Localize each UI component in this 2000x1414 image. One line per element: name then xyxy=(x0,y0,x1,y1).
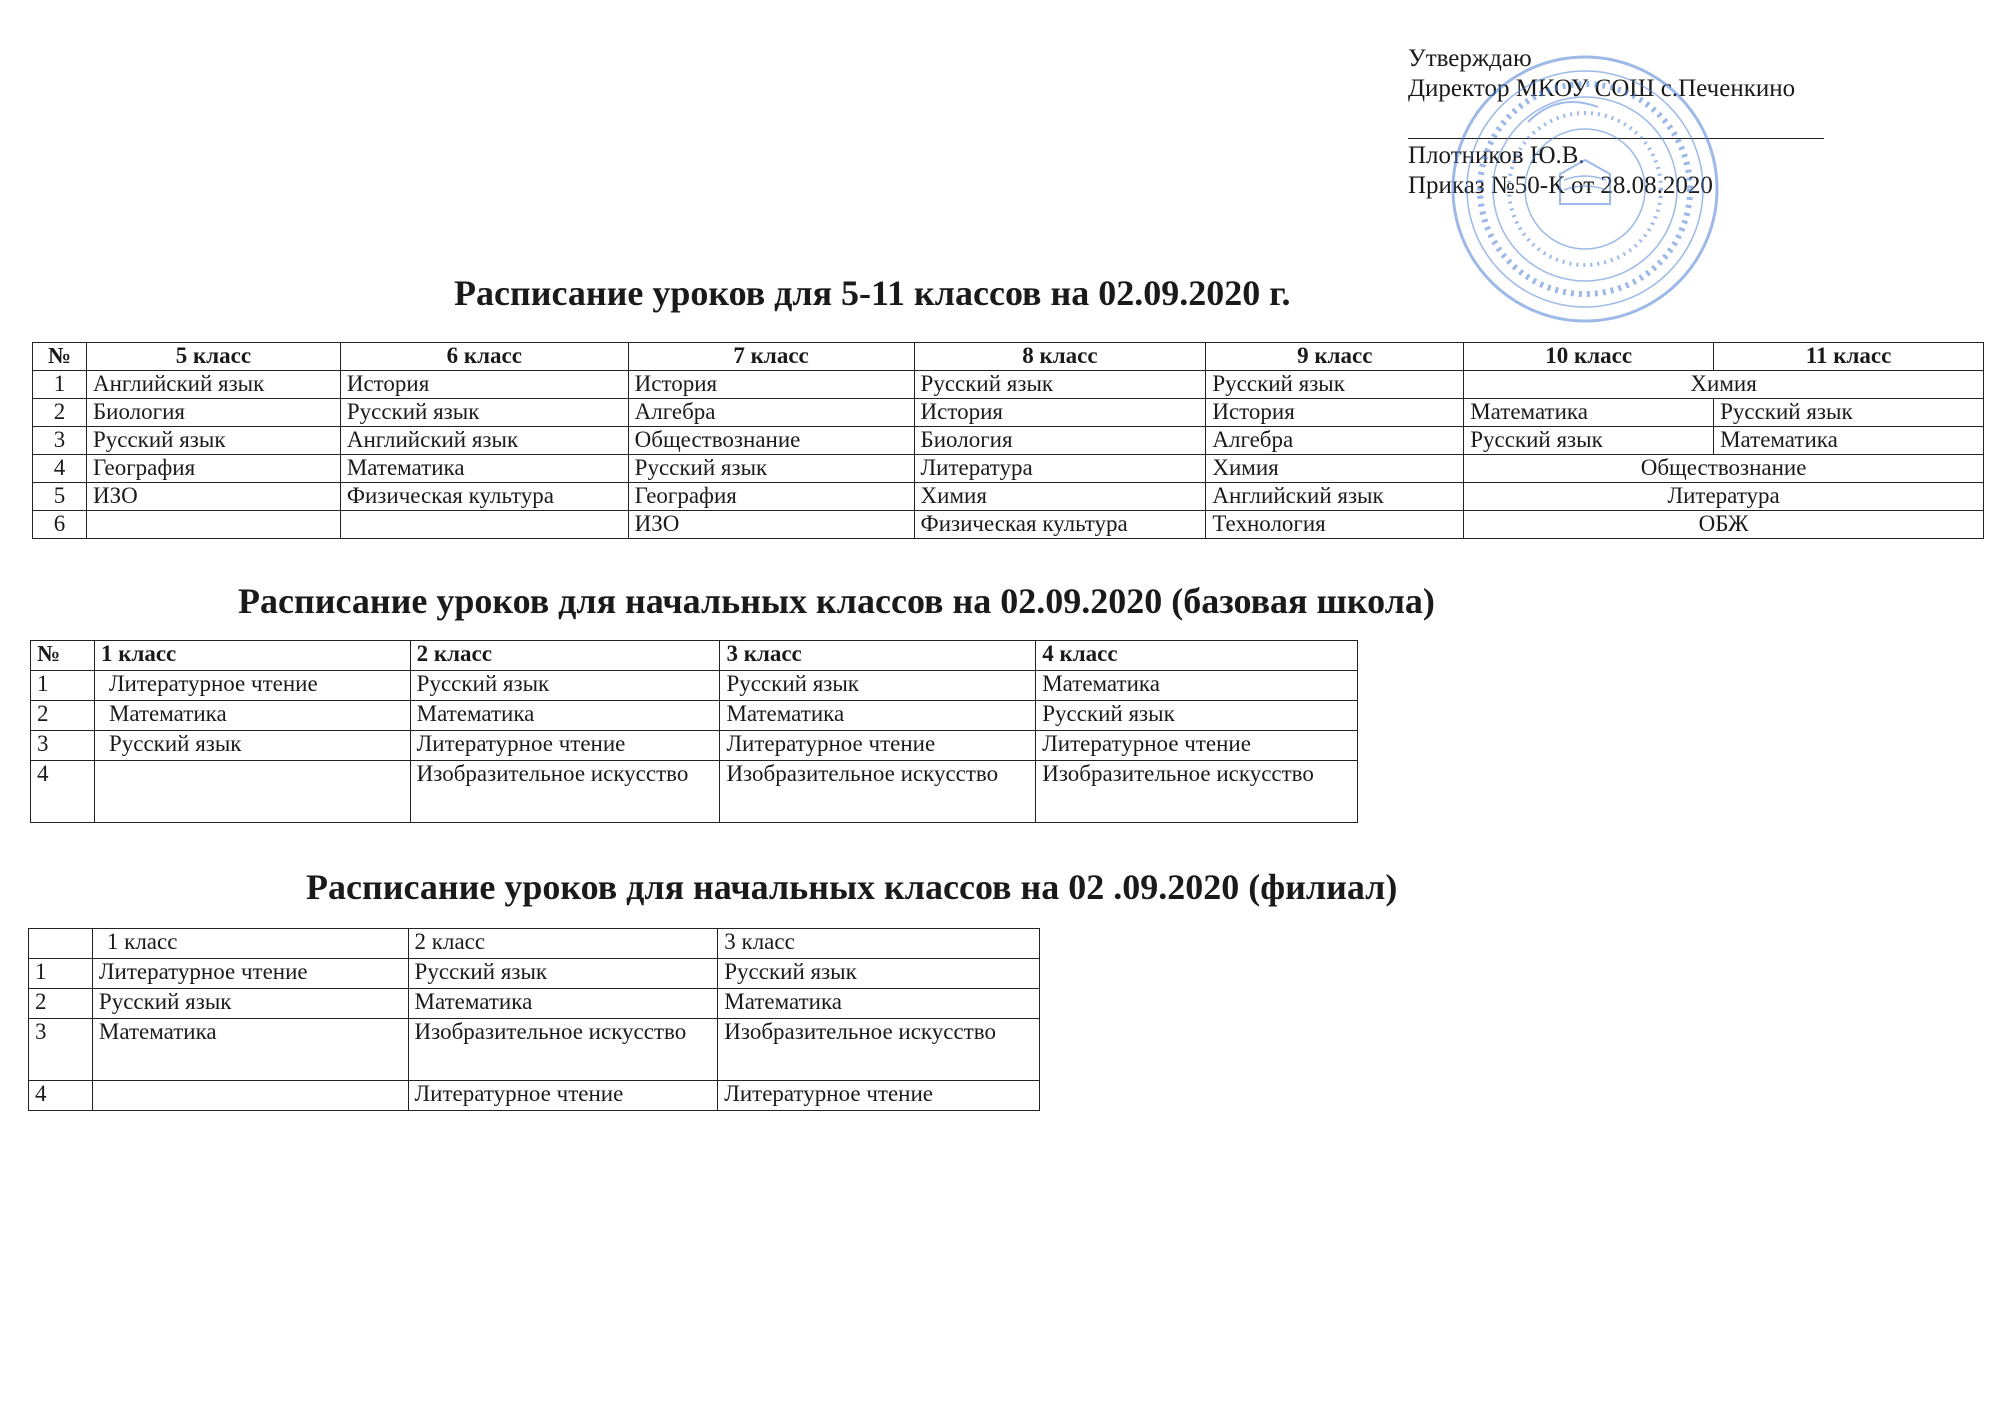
table-row xyxy=(31,671,1358,701)
table-row xyxy=(31,731,1358,761)
table-cell: Математика xyxy=(1464,399,1714,427)
table-cell: Русский язык xyxy=(718,959,1040,989)
table-cell: Изобразительное искусство xyxy=(410,761,720,823)
table-row xyxy=(33,483,1984,511)
table-cell xyxy=(92,1081,408,1111)
title-5-11: Расписание уроков для 5-11 классов на 02.09.2020 г. xyxy=(454,273,1291,313)
table-cell: Английский язык xyxy=(340,427,628,455)
table-cell: Литературное чтение xyxy=(1036,731,1358,761)
table-cell: Обществознание xyxy=(1464,455,1984,483)
table-cell: ИЗО xyxy=(86,483,340,511)
header-cell: 9 класс xyxy=(1206,343,1464,371)
header-cell: 3 класс xyxy=(720,641,1036,671)
table-cell: Изобразительное искусство xyxy=(408,1019,718,1081)
table-cell: Литературное чтение xyxy=(718,1081,1040,1111)
table-cell: Русский язык xyxy=(1036,701,1358,731)
header-cell xyxy=(29,929,93,959)
header-cell: 2 класс xyxy=(408,929,718,959)
table-cell: География xyxy=(628,483,914,511)
table-cell: Математика xyxy=(94,701,410,731)
header-cell: 11 класс xyxy=(1714,343,1984,371)
table-cell: Алгебра xyxy=(628,399,914,427)
table-row xyxy=(29,989,1040,1019)
table-cell: Математика xyxy=(1714,427,1984,455)
table-cell xyxy=(86,511,340,539)
table-cell: Биология xyxy=(914,427,1206,455)
header-cell: № xyxy=(31,641,95,671)
table-cell: Технология xyxy=(1206,511,1464,539)
table-row xyxy=(33,399,1984,427)
approval-line-2: Директор МКОУ СОШ с.Печенкино xyxy=(1408,75,1796,102)
table-row xyxy=(29,1019,1040,1081)
lesson-number: 2 xyxy=(33,399,87,427)
table-cell: История xyxy=(628,371,914,399)
table-cell: Математика xyxy=(408,989,718,1019)
header-cell: 3 класс xyxy=(718,929,1040,959)
lesson-number: 5 xyxy=(33,483,87,511)
lesson-number: 3 xyxy=(33,427,87,455)
table-row xyxy=(33,427,1984,455)
table-cell: Русский язык xyxy=(94,731,410,761)
table-cell: Русский язык xyxy=(340,399,628,427)
schedule-table-primary-branch xyxy=(28,928,1040,1111)
table-cell: Химия xyxy=(914,483,1206,511)
table-cell: Математика xyxy=(718,989,1040,1019)
table-cell: Литературное чтение xyxy=(92,959,408,989)
table-cell: Математика xyxy=(92,1019,408,1081)
header-cell: 6 класс xyxy=(340,343,628,371)
table-header-row xyxy=(29,929,1040,959)
table-row xyxy=(33,371,1984,399)
header-cell: 4 класс xyxy=(1036,641,1358,671)
table-cell: Изобразительное искусство xyxy=(720,761,1036,823)
table-cell: Обществознание xyxy=(628,427,914,455)
table-cell: Русский язык xyxy=(1714,399,1984,427)
table-cell: Биология xyxy=(86,399,340,427)
table-cell: Литература xyxy=(1464,483,1984,511)
title-primary-branch: Расписание уроков для начальных классов на 02 .09.2020 (филиал) xyxy=(306,867,1398,907)
schedule-table-5-11 xyxy=(32,342,1984,539)
table-cell: Литературное чтение xyxy=(410,731,720,761)
table-cell: ИЗО xyxy=(628,511,914,539)
table-cell: Английский язык xyxy=(86,371,340,399)
header-cell: 1 класс xyxy=(92,929,408,959)
table-cell: Математика xyxy=(1036,671,1358,701)
table-cell: Литературное чтение xyxy=(94,671,410,701)
header-cell: № xyxy=(33,343,87,371)
lesson-number: 2 xyxy=(29,989,93,1019)
table-row xyxy=(31,701,1358,731)
table-cell: Русский язык xyxy=(628,455,914,483)
table-cell: Литература xyxy=(914,455,1206,483)
table-cell: Физическая культура xyxy=(914,511,1206,539)
table-cell: Русский язык xyxy=(720,671,1036,701)
table-cell: Математика xyxy=(720,701,1036,731)
table-cell: Русский язык xyxy=(1464,427,1714,455)
table-cell: Русский язык xyxy=(408,959,718,989)
approval-line-3: Плотников Ю.В. xyxy=(1408,142,1585,169)
table-cell: Литературное чтение xyxy=(408,1081,718,1111)
table-cell: Русский язык xyxy=(410,671,720,701)
lesson-number: 3 xyxy=(31,731,95,761)
table-cell: Русский язык xyxy=(92,989,408,1019)
header-cell: 5 класс xyxy=(86,343,340,371)
lesson-number: 1 xyxy=(29,959,93,989)
lesson-number: 1 xyxy=(31,671,95,701)
table-cell: Изобразительное искусство xyxy=(718,1019,1040,1081)
approval-line-1: Утверждаю xyxy=(1408,45,1532,72)
table-cell: История xyxy=(914,399,1206,427)
header-cell: 8 класс xyxy=(914,343,1206,371)
title-primary-base: Расписание уроков для начальных классов на 02.09.2020 (базовая школа) xyxy=(238,581,1435,621)
header-cell: 7 класс xyxy=(628,343,914,371)
table-cell: Русский язык xyxy=(1206,371,1464,399)
table-cell: Изобразительное искусство xyxy=(1036,761,1358,823)
table-cell: История xyxy=(1206,399,1464,427)
schedule-table-primary-base xyxy=(30,640,1358,823)
table-row xyxy=(31,761,1358,823)
table-cell: История xyxy=(340,371,628,399)
lesson-number: 6 xyxy=(33,511,87,539)
table-cell: Химия xyxy=(1464,371,1984,399)
lesson-number: 4 xyxy=(33,455,87,483)
approval-line-4: Приказ №50-К от 28.08.2020 xyxy=(1408,172,1713,199)
header-cell: 2 класс xyxy=(410,641,720,671)
table-cell xyxy=(340,511,628,539)
table-cell: Физическая культура xyxy=(340,483,628,511)
table-cell: География xyxy=(86,455,340,483)
table-row xyxy=(33,455,1984,483)
table-cell: Русский язык xyxy=(914,371,1206,399)
table-cell: Русский язык xyxy=(86,427,340,455)
table-row xyxy=(33,511,1984,539)
table-cell: Литературное чтение xyxy=(720,731,1036,761)
table-header-row xyxy=(31,641,1358,671)
table-row xyxy=(29,959,1040,989)
table-cell: Английский язык xyxy=(1206,483,1464,511)
table-row xyxy=(29,1081,1040,1111)
table-header-row xyxy=(33,343,1984,371)
table-cell: Алгебра xyxy=(1206,427,1464,455)
table-cell: Химия xyxy=(1206,455,1464,483)
table-cell xyxy=(94,761,410,823)
lesson-number: 2 xyxy=(31,701,95,731)
header-cell: 1 класс xyxy=(94,641,410,671)
header-cell: 10 класс xyxy=(1464,343,1714,371)
table-cell: ОБЖ xyxy=(1464,511,1984,539)
school-seal-stamp-icon xyxy=(1448,52,1723,327)
lesson-number: 3 xyxy=(29,1019,93,1081)
table-cell: Математика xyxy=(410,701,720,731)
lesson-number: 1 xyxy=(33,371,87,399)
table-cell: Математика xyxy=(340,455,628,483)
lesson-number: 4 xyxy=(31,761,95,823)
lesson-number: 4 xyxy=(29,1081,93,1111)
